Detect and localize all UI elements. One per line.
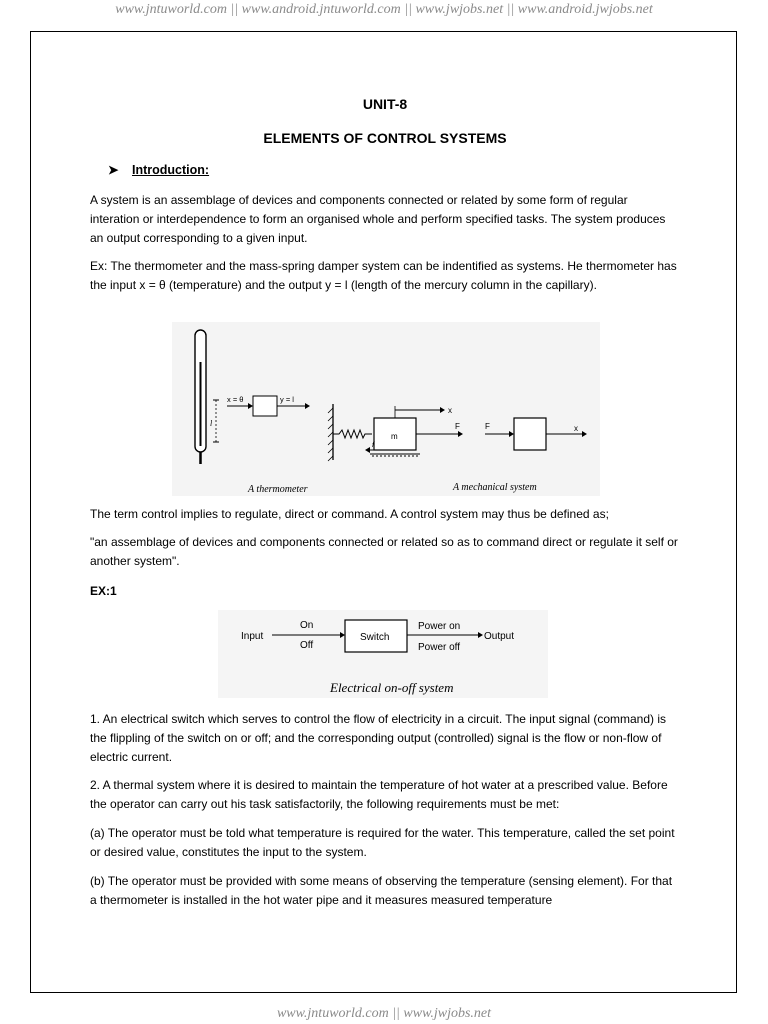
diagram-switch-label: Switch xyxy=(360,632,390,643)
paragraph-thermal: 2. A thermal system where it is desired to maintain the temperature of hot water at a prescribed value. Before the operator can carry out his task satisfactorily, the following requirements must be met: xyxy=(90,778,668,811)
paragraph-control: The term control implies to regulate, direct or command. A control system may thus be defined as; xyxy=(90,507,609,521)
watermark-top: www.jntuworld.com || www.android.jntuworld.com || www.jwjobs.net || www.android.jwjobs.net xyxy=(115,2,653,17)
section-heading-introduction xyxy=(90,161,680,180)
disp-label: x xyxy=(448,406,452,415)
figure-electrical-switch xyxy=(218,610,548,698)
caption-mechanical: A mechanical system xyxy=(453,482,537,493)
paragraph-switch: 1. An electrical switch which serves to control the flow of electricity in a circuit. The input signal (command) is the flippling of the switch on or off; and the corresponding output (controlled) signal is the flow or non-flow of electric current. xyxy=(90,712,667,764)
diagram-off-label: Off xyxy=(300,640,314,651)
arrow-bullet-icon: ➤ xyxy=(108,163,119,177)
block-output-label: x xyxy=(574,424,578,433)
diagram-input-label: Input xyxy=(241,631,264,642)
unit-heading: UNIT-8 xyxy=(362,96,408,112)
therm-input-label: x = θ xyxy=(227,395,244,404)
page-title: ELEMENTS OF CONTROL SYSTEMS xyxy=(263,130,507,146)
figure-thermometer-mechanical xyxy=(172,322,600,496)
paragraph-definition: A system is an assemblage of devices and components connected or related by some form of regular interation or interdependence to form an organised whole and perform specified tasks. The system produces an output corresponding to a given input. xyxy=(90,193,666,245)
paragraph-requirement-a: (a) The operator must be told what temperature is required for the water. This temperature, called the set point or desired value, constitutes the input to the system. xyxy=(90,826,675,859)
paragraph-requirement-b: (b) The operator must be provided with some means of observing the temperature (sensing element). For that a thermometer is installed in the hot water pipe and it measures measured temperature xyxy=(90,874,673,907)
diagram-power-off-label: Power off xyxy=(418,642,461,653)
caption-thermometer: A thermometer xyxy=(248,484,308,495)
paragraph-example: Ex: The thermometer and the mass-spring damper system can be indentified as systems. He thermometer has the input x = θ (temperature) and the output y = l (length of the mercury column in the capillary). xyxy=(90,259,677,292)
diagram-power-on-label: Power on xyxy=(418,621,461,632)
diagram-output-label: Output xyxy=(484,631,515,642)
section-label: Introduction: xyxy=(132,163,210,177)
caption-electrical: Electrical on-off system xyxy=(330,680,454,695)
friction-label: f xyxy=(372,440,375,449)
force-label: F xyxy=(455,422,460,431)
paragraph-quote: "an assemblage of devices and components connected or related so as to command direct or regulate it self or another system". xyxy=(90,535,678,568)
example-label: EX:1 xyxy=(90,584,117,598)
mass-label: m xyxy=(391,432,398,441)
therm-output-label: y = l xyxy=(280,395,294,404)
therm-length-label: l xyxy=(210,419,213,428)
diagram-on-label: On xyxy=(300,620,314,631)
watermark-bottom: www.jntuworld.com || www.jwjobs.net xyxy=(276,1006,492,1021)
block-input-label: F xyxy=(485,422,490,431)
